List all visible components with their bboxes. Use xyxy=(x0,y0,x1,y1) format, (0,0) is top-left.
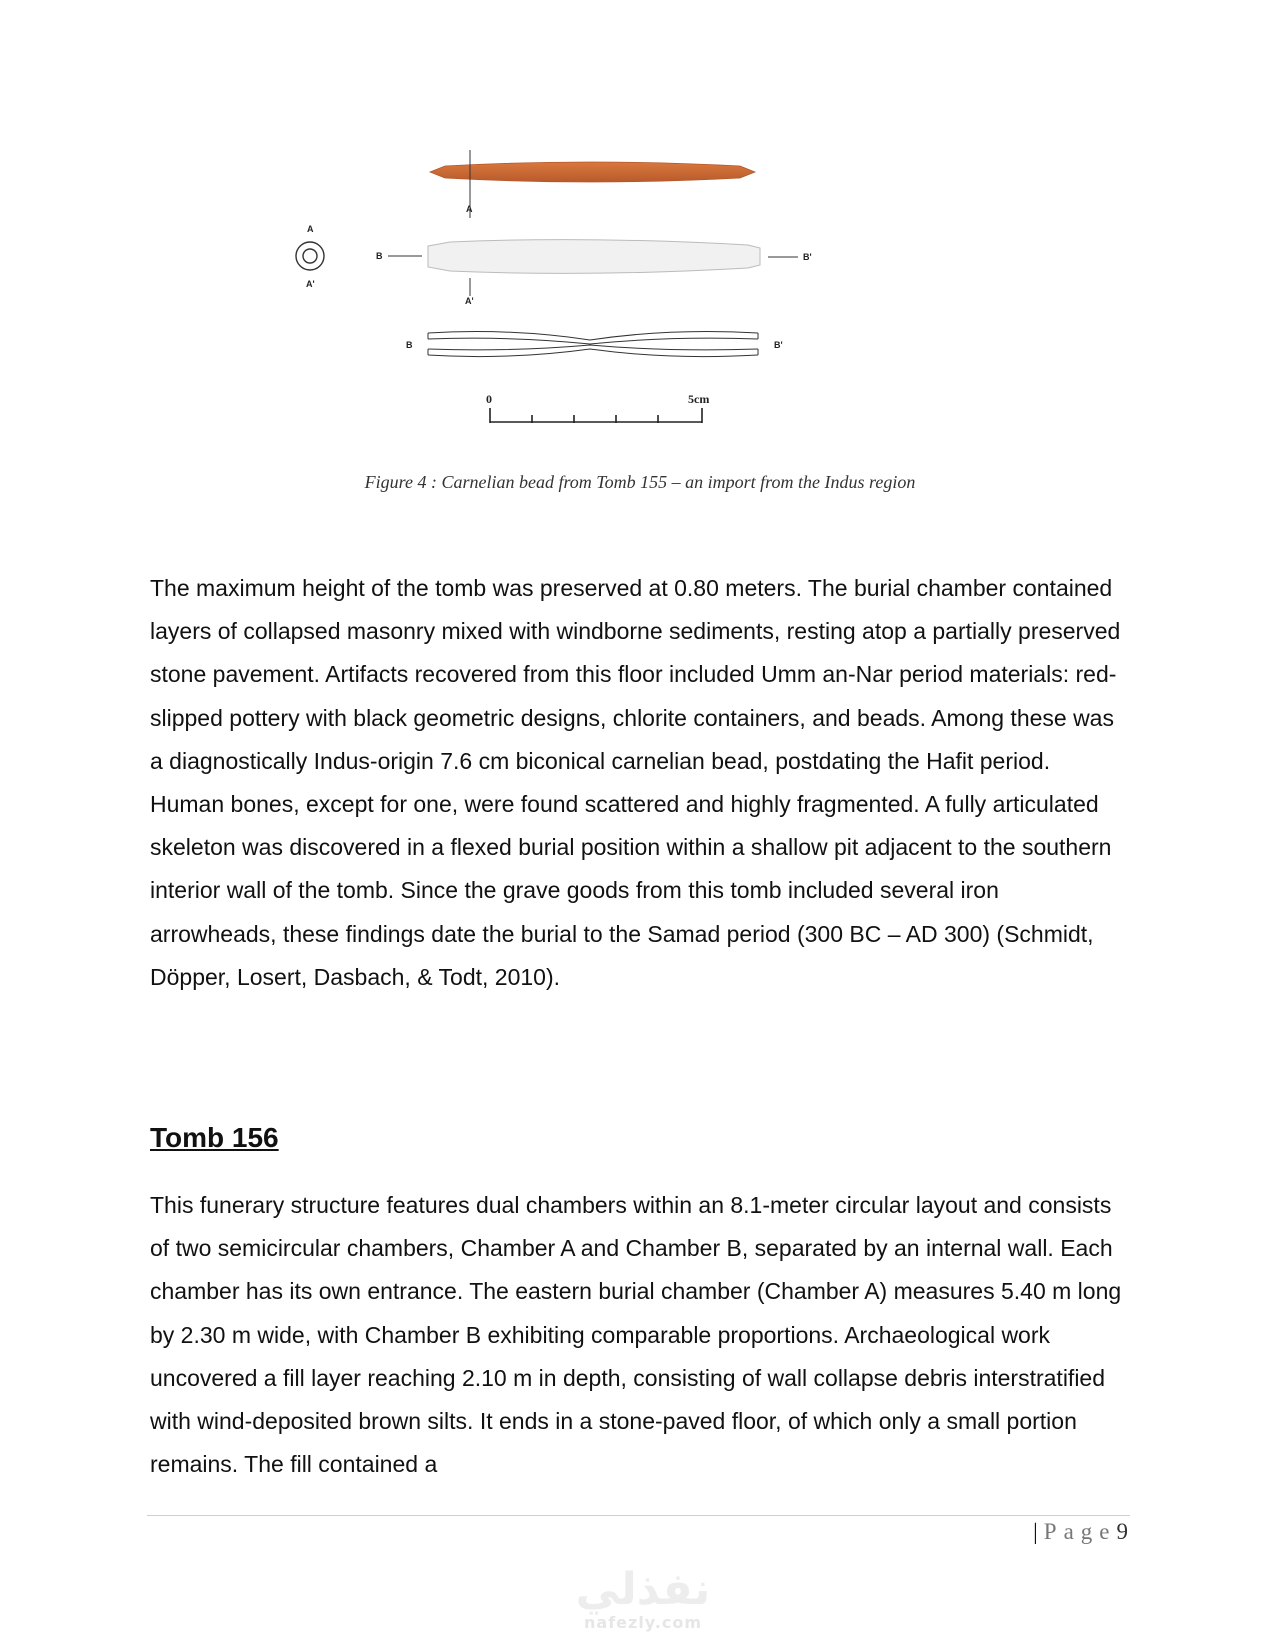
cross-section-icon xyxy=(296,242,324,270)
label-b-left: B xyxy=(376,251,383,261)
bead-photo xyxy=(430,162,755,182)
watermark-latin: nafezly.com xyxy=(584,1613,702,1632)
footer-divider xyxy=(147,1515,1130,1516)
bead-side-view xyxy=(428,240,760,274)
page-number: 9 xyxy=(1116,1519,1128,1544)
body-paragraph-1: The maximum height of the tomb was preserved at 0.80 meters. The burial chamber contained layers of collapsed masonry mixed with windborne sediments, resting atop a partially preserved stone pavement. Artifacts recovered from this floor included Umm an-Nar period materials: red-slipped pottery with black geometric designs, chlorite containers, and beads. Among these was a diagnostically Indus-origin 7.6 cm biconical carnelian bead, postdating the Hafit period. Human bones, except for one, were found scattered and highly fragmented. A fully articulated skeleton was discovered in a flexed burial position within a shallow pit adjacent to the southern interior wall of the tomb. Since the grave goods from this tomb included several iron arrowheads, these findings date the burial to the Samad period (300 BC – AD 300) (Schmidt, Döpper, Losert, Dasbach, & Todt, 2010). xyxy=(150,575,1121,990)
label-a-prime-bottom: A' xyxy=(465,296,474,306)
page-label: Page xyxy=(1043,1519,1117,1544)
bead-section-drawing xyxy=(428,332,758,357)
body-paragraph-2: This funerary structure features dual chambers within an 8.1-meter circular layout and consists of two semicircular chambers, Chamber A and Chamber B, separated by an internal wall. Each chamber has its own entrance. The eastern burial chamber (Chamber A) measures 5.40 m long by 2.30 m wide, with Chamber B exhibiting comparable proportions. Archaeological work uncovered a fill layer reaching 2.10 m in depth, consisting of wall collapse debris interstratified with wind-deposited brown silts. It ends in a stone-paved floor, of which only a small portion remains. The fill contained a xyxy=(150,1192,1122,1478)
scale-bar xyxy=(490,408,702,423)
footer-separator: | xyxy=(1033,1519,1038,1544)
figure-caption: Figure 4 : Carnelian bead from Tomb 155 – an import from the Indus region xyxy=(364,472,916,492)
watermark-logo xyxy=(558,1566,728,1632)
label-b-prime-section: B' xyxy=(774,340,783,350)
page-footer xyxy=(1033,1519,1128,1545)
label-b-prime-right: B' xyxy=(803,252,812,262)
watermark-arabic: نفذلي xyxy=(575,1564,711,1615)
scale-label-start: 0 xyxy=(486,392,492,406)
label-a-top: A xyxy=(466,204,473,214)
scale-label-end: 5cm xyxy=(688,392,710,406)
label-a-prime-left: A' xyxy=(306,279,315,289)
label-b-section: B xyxy=(406,340,413,350)
section-heading: Tomb 156 xyxy=(150,1122,279,1153)
bead-drawing xyxy=(290,150,990,470)
label-a-left: A xyxy=(307,224,314,234)
bead-figure xyxy=(290,150,990,500)
